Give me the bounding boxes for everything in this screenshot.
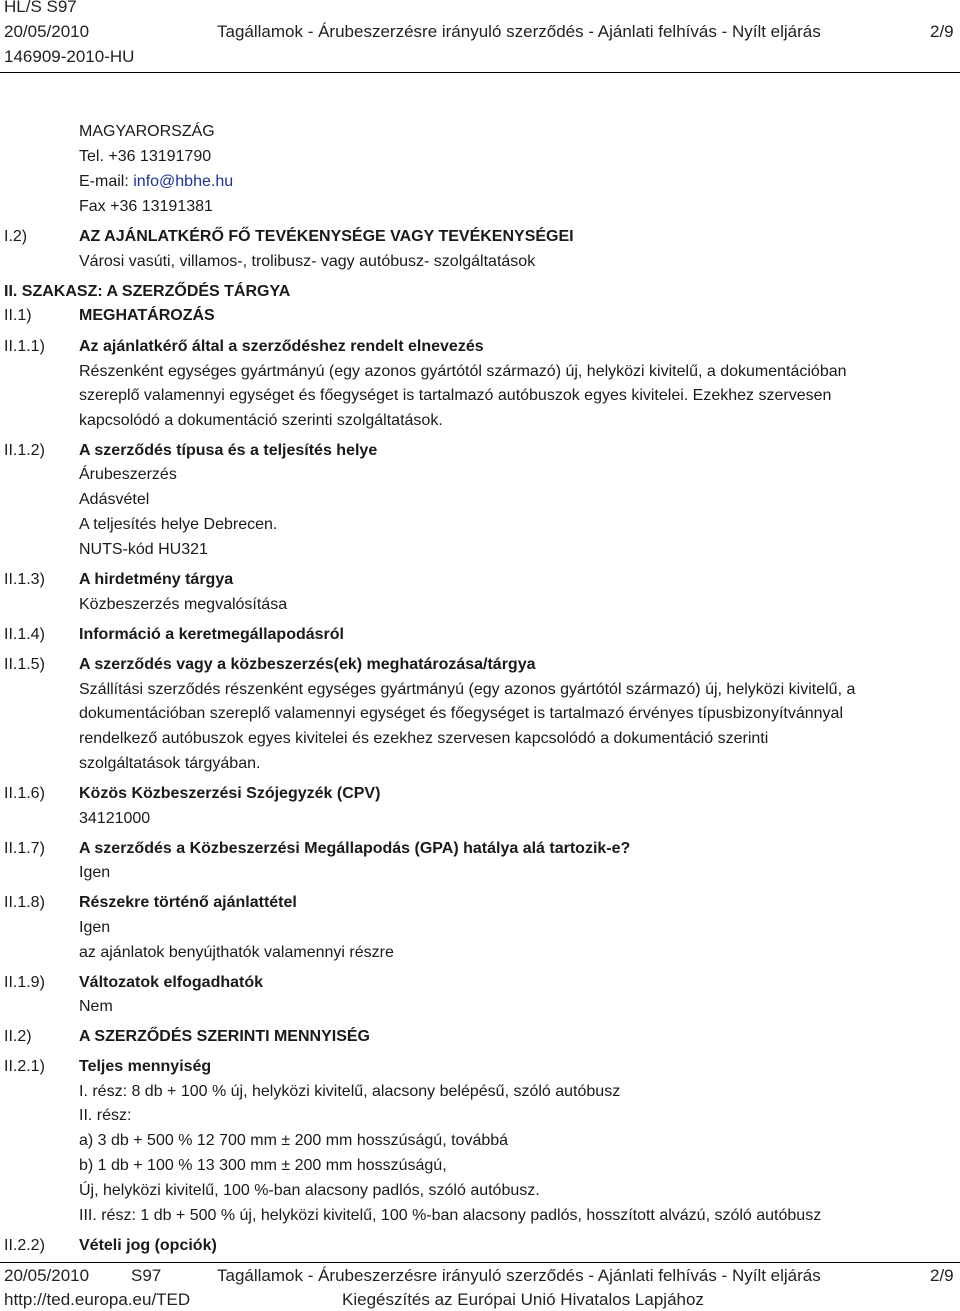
section-ii11-title: Az ajánlatkérő által a szerződéshez rendelt elnevezés (79, 338, 484, 355)
section-ii12-title: A szerződés típusa és a teljesítés helye (79, 442, 378, 459)
section-ii17-title: A szerződés a Közbeszerzési Megállapodás (GPA) hatálya alá tartozik-e? (79, 840, 631, 857)
section-ii13-label: II.1.3) (4, 571, 45, 588)
section-ii15-label: II.1.5) (4, 656, 45, 673)
section-ii18-line: Igen (79, 919, 111, 936)
footer-rule (0, 1262, 960, 1263)
header-page: 2/9 (930, 22, 954, 41)
section-ii14-title: Információ a keretmegállapodásról (79, 626, 344, 643)
section-ii21-line: I. rész: 8 db + 100 % új, helyközi kivitelű, alacsony belépésű, szóló autóbusz (79, 1083, 621, 1100)
contact-country: MAGYARORSZÁG (79, 123, 215, 140)
section-ii1-title: MEGHATÁROZÁS (79, 307, 215, 324)
section-ii15-line: Szállítási szerződés részenként egységes gyártmányú (egy azonos gyártótól származó) új, helyközi kivitelű, a (79, 681, 856, 698)
section-ii18-title: Részekre történő ajánlattétel (79, 894, 297, 911)
section-ii15-line: rendelkező autóbuszok egyes kivitelei és ezekhez szervesen kapcsolódó a dokumentáció szerinti (79, 730, 769, 747)
contact-tel: Tel. +36 13191790 (79, 148, 212, 165)
section-ii12-label: II.1.2) (4, 442, 45, 459)
section-ii15-title: A szerződés vagy a közbeszerzés(ek) meghatározása/tárgya (79, 656, 536, 673)
section-ii2-title: A SZERZŐDÉS SZERINTI MENNYISÉG (79, 1028, 370, 1045)
section-ii-title: II. SZAKASZ: A SZERZŐDÉS TÁRGYA (4, 283, 291, 300)
header-code: HL/S S97 (4, 0, 77, 16)
section-ii16-title: Közös Közbeszerzési Szójegyzék (CPV) (79, 785, 381, 802)
section-ii11-line: Részenként egységes gyártmányú (egy azonos gyártótól származó) új, helyközi kivitelű, a dokumentációban (79, 363, 847, 380)
section-ii1-label: II.1) (4, 307, 32, 324)
section-ii12-line: NUTS-kód HU321 (79, 541, 208, 558)
contact-email-row (79, 172, 233, 192)
section-ii19-text: Nem (79, 998, 113, 1015)
section-ii18-line: az ajánlatok benyújthatók valamennyi részre (79, 944, 394, 961)
section-ii13-text: Közbeszerzés megvalósítása (79, 596, 288, 613)
section-ii22-title: Vételi jog (opciók) (79, 1237, 217, 1254)
section-ii21-line: a) 3 db + 500 % 12 700 mm ± 200 mm hosszúságú, továbbá (79, 1132, 509, 1149)
section-ii11-line: szereplő valamennyi egységet és főegységet is tartalmazó autóbuszok egyes kivitelei. Ezekhez szervesen (79, 387, 832, 404)
section-ii11-label: II.1.1) (4, 338, 45, 355)
section-ii21-line: Új, helyközi kivitelű, 100 %-ban alacsony padlós, szóló autóbusz. (79, 1182, 540, 1199)
section-ii21-label: II.2.1) (4, 1058, 45, 1075)
section-ii17-label: II.1.7) (4, 840, 45, 857)
section-ii12-line: Adásvétel (79, 491, 150, 508)
section-ii21-line: b) 1 db + 100 % 13 300 mm ± 200 mm hosszúságú, (79, 1157, 447, 1174)
footer-supplement: Kiegészítés az Európai Unió Hivatalos Lapjához (342, 1290, 704, 1309)
section-ii12-line: A teljesítés helye Debrecen. (79, 516, 278, 533)
footer-title: Tagállamok - Árubeszerzésre irányuló szerződés - Ajánlati felhívás - Nyílt eljárás (217, 1266, 821, 1285)
section-ii19-label: II.1.9) (4, 974, 45, 991)
section-ii14-label: II.1.4) (4, 626, 45, 643)
section-ii11-line: kapcsolódó a dokumentáció szerinti szolgáltatások. (79, 412, 443, 429)
section-ii21-line: II. rész: (79, 1107, 132, 1124)
section-ii12-line: Árubeszerzés (79, 466, 177, 483)
section-ii18-label: II.1.8) (4, 894, 45, 911)
footer-code: S97 (131, 1266, 162, 1285)
contact-email-label: E-mail: (79, 173, 134, 190)
header-title: Tagállamok - Árubeszerzésre irányuló szerződés - Ajánlati felhívás - Nyílt eljárás (217, 22, 821, 41)
section-i2-label: I.2) (4, 228, 28, 245)
contact-fax: Fax +36 13191381 (79, 198, 213, 215)
section-i2-text: Városi vasúti, villamos-, trolibusz- vagy autóbusz- szolgáltatások (79, 253, 536, 270)
section-ii22-label: II.2.2) (4, 1237, 45, 1254)
footer-url-link[interactable]: http://ted.europa.eu/TED (4, 1290, 191, 1309)
section-ii16-label: II.1.6) (4, 785, 45, 802)
section-ii2-label: II.2) (4, 1028, 32, 1045)
section-ii15-line: szolgáltatások tárgyában. (79, 755, 261, 772)
section-i2-title: AZ AJÁNLATKÉRŐ FŐ TEVÉKENYSÉGE VAGY TEVÉKENYSÉGEI (79, 228, 574, 245)
section-ii17-text: Igen (79, 864, 111, 881)
section-ii16-text: 34121000 (79, 810, 151, 827)
contact-email-link[interactable]: info@hbhe.hu (133, 173, 234, 190)
header-rule (0, 72, 960, 73)
header-date: 20/05/2010 (4, 22, 90, 41)
header-doc-id: 146909-2010-HU (4, 47, 135, 66)
footer-page: 2/9 (930, 1266, 954, 1285)
footer-date: 20/05/2010 (4, 1266, 90, 1285)
section-ii21-line: III. rész: 1 db + 500 % új, helyközi kivitelű, 100 %-ban alacsony padlós, hosszított alvázú, szóló autóbusz (79, 1207, 822, 1224)
section-ii13-title: A hirdetmény tárgya (79, 571, 234, 588)
section-ii21-title: Teljes mennyiség (79, 1058, 212, 1075)
section-ii19-title: Változatok elfogadhatók (79, 974, 264, 991)
section-ii15-line: dokumentációban szereplő valamennyi egységet és főegységet is tartalmazó érvényes típusbizonyítvánnyal (79, 705, 843, 722)
